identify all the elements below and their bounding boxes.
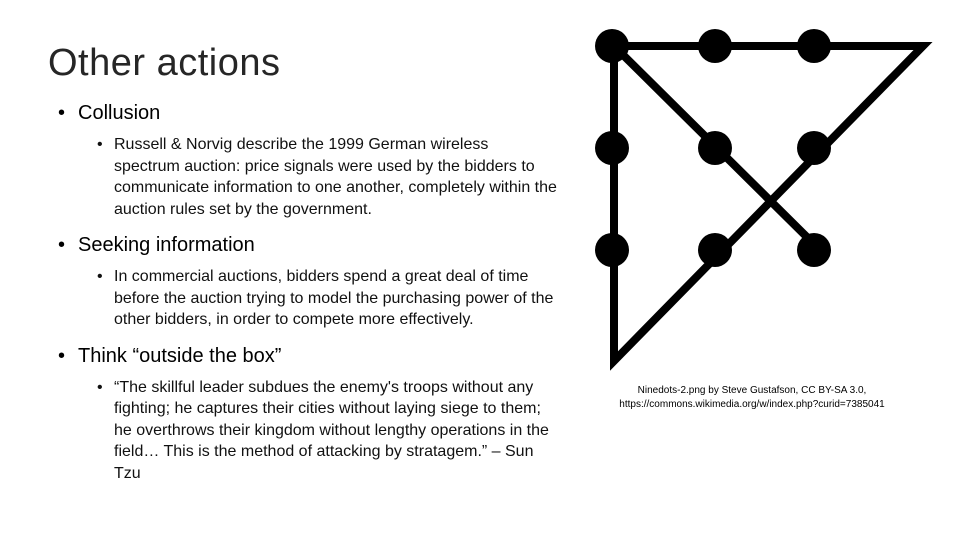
dot xyxy=(595,131,629,165)
figure-caption xyxy=(592,384,912,412)
sub-bullet-collusion: • Russell & Norvig describe the 1999 German wireless spectrum auction: price signals were used by the bidders to communicate information to one another, completely within the auction rules set by the government. xyxy=(58,134,558,220)
bullet-collusion: • Collusion xyxy=(58,100,558,126)
nine-dots-solution-path xyxy=(612,46,923,361)
dot xyxy=(595,29,629,63)
bullet-list xyxy=(58,100,558,484)
dot xyxy=(797,233,831,267)
caption-attribution: Ninedots-2.png by Steve Gustafson, CC BY-SA 3.0, xyxy=(637,385,867,396)
bullet-seeking-information: • Seeking information xyxy=(58,232,558,258)
dot xyxy=(698,29,732,63)
dot xyxy=(797,131,831,165)
bullet-think-outside-box: • Think “outside the box” xyxy=(58,343,558,369)
caption-source-url[interactable]: https://commons.wikimedia.org/w/index.php?curid=7385041 xyxy=(619,399,885,410)
dot xyxy=(797,29,831,63)
nine-dots-figure xyxy=(588,24,934,374)
sub-bullet-seeking-information: • In commercial auctions, bidders spend a great deal of time before the auction trying to model the purchasing power of the other bidders, in order to compete more effectively. xyxy=(58,266,558,331)
dot xyxy=(698,233,732,267)
slide-title: Other actions xyxy=(48,42,281,84)
dot xyxy=(595,233,629,267)
sub-bullet-sun-tzu-quote: • “The skillful leader subdues the enemy's troops without any fighting; he captures their cities without laying siege to them; he overthrows their kingdom without lengthy operations in the field… This is the method of attacking by stratagem.” – Sun Tzu xyxy=(58,377,558,485)
dot xyxy=(698,131,732,165)
